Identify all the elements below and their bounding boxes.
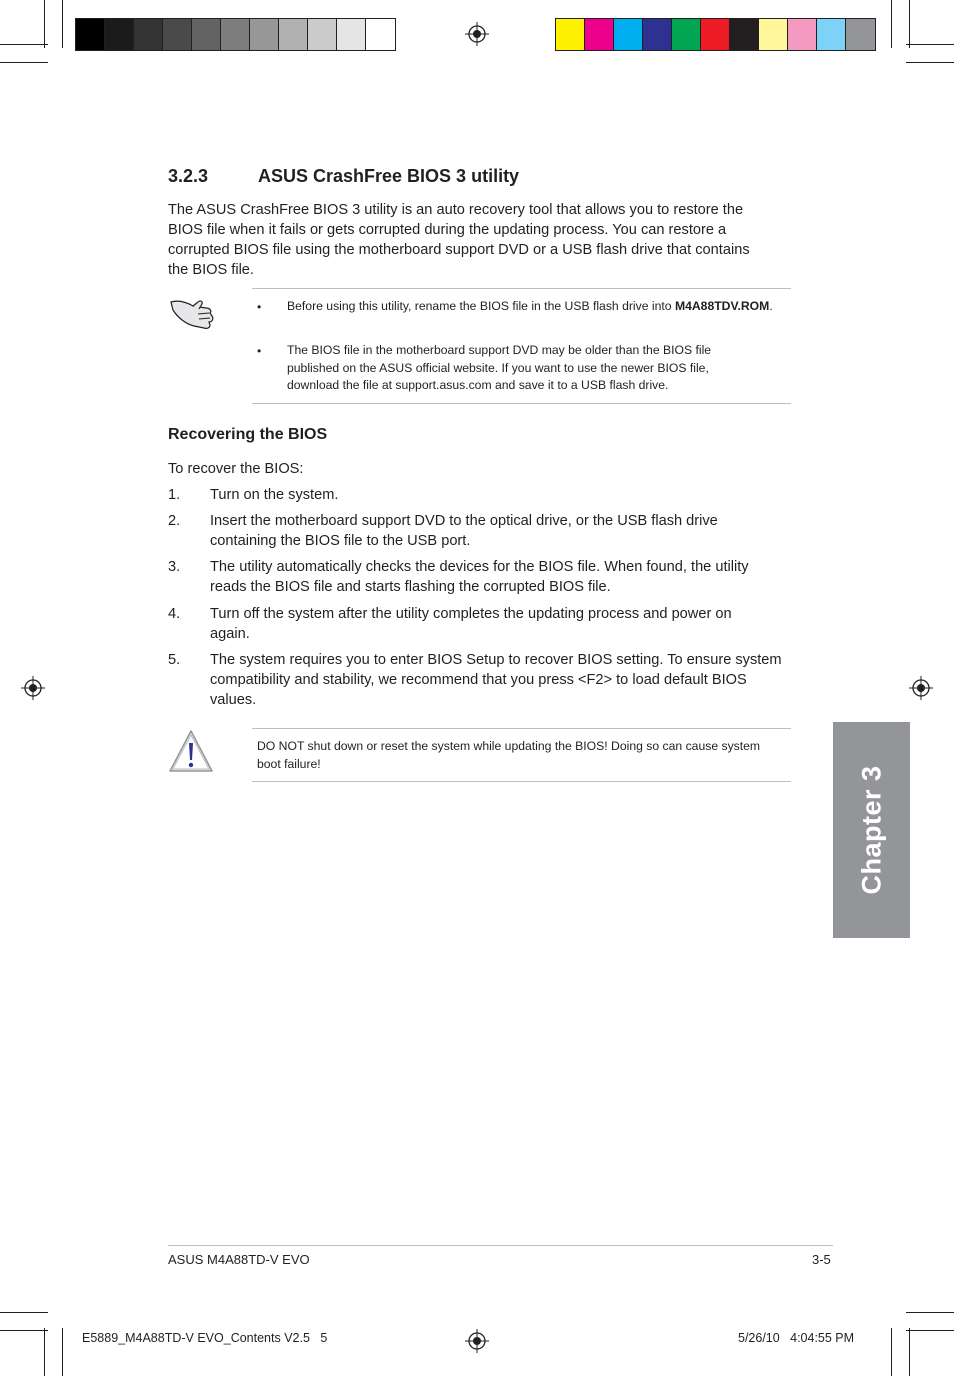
warning-triangle-icon xyxy=(168,729,214,773)
grayscale-swatch xyxy=(134,19,163,50)
color-swatch xyxy=(556,19,585,50)
color-swatch xyxy=(759,19,788,50)
color-swatch xyxy=(730,19,759,50)
note-bullet: • xyxy=(257,300,262,314)
color-swatch xyxy=(643,19,672,50)
color-swatch xyxy=(788,19,817,50)
grayscale-swatch xyxy=(105,19,134,50)
step-number: 4. xyxy=(168,606,181,622)
color-swatch xyxy=(585,19,614,50)
footer-page-number: 3-5 xyxy=(812,1252,831,1267)
step-number: 5. xyxy=(168,652,181,668)
step-text: Insert the motherboard support DVD to the optical drive, or the USB flash drive containing the BIOS file to the USB port. xyxy=(210,513,718,549)
grayscale-swatch xyxy=(192,19,221,50)
footer-product: ASUS M4A88TD-V EVO xyxy=(168,1252,310,1267)
note-bullet: • xyxy=(257,344,262,358)
subsection-heading: Recovering the BIOS xyxy=(168,426,328,443)
note-item-dvd: The BIOS file in the motherboard support DVD may be older than the BIOS file published on the ASUS official website. If you want to use the newer BIOS file, download the file at support.asus.com and save it to a USB flash drive. xyxy=(287,343,712,392)
registration-mark-icon xyxy=(465,22,489,46)
grayscale-swatch xyxy=(366,19,395,50)
registration-mark-icon xyxy=(465,1329,489,1353)
registration-mark-icon xyxy=(21,676,45,700)
grayscale-swatch xyxy=(337,19,366,50)
step-text: Turn off the system after the utility completes the updating process and power on again. xyxy=(210,606,732,642)
note-item-rename xyxy=(287,298,787,316)
step-text: The utility automatically checks the devices for the BIOS file. When found, the utility reads the BIOS file and starts flashing the corrupted BIOS file. xyxy=(210,559,749,595)
intro-paragraph: The ASUS CrashFree BIOS 3 utility is an auto recovery tool that allows you to restore the BIOS file when it fails or gets corrupted during the updating process. You can restore a corrupted BIOS file using the motherboard support DVD or a USB flash drive that contains the BIOS file. xyxy=(168,202,750,278)
footer-rule xyxy=(168,1245,833,1246)
chapter-tab xyxy=(833,722,910,938)
slug-timestamp: 5/26/10 4:04:55 PM xyxy=(738,1331,855,1345)
section-title-text: ASUS CrashFree BIOS 3 utility xyxy=(258,166,520,186)
process-color-bar xyxy=(555,18,876,51)
grayscale-swatch xyxy=(279,19,308,50)
grayscale-swatch xyxy=(221,19,250,50)
slug-filename: E5889_M4A88TD-V EVO_Contents V2.5 5 xyxy=(82,1331,328,1345)
grayscale-swatch xyxy=(308,19,337,50)
recover-lead: To recover the BIOS: xyxy=(168,461,304,477)
grayscale-color-bar xyxy=(75,18,396,51)
color-swatch xyxy=(701,19,730,50)
step-number: 1. xyxy=(168,487,181,503)
grayscale-swatch xyxy=(250,19,279,50)
step-text: Turn on the system. xyxy=(210,487,339,503)
registration-mark-icon xyxy=(909,676,933,700)
color-swatch xyxy=(846,19,875,50)
step-number: 3. xyxy=(168,559,181,575)
color-swatch xyxy=(817,19,846,50)
grayscale-swatch xyxy=(76,19,105,50)
section-title xyxy=(168,166,519,187)
chapter-tab-label: Chapter 3 xyxy=(856,765,886,895)
section-number: 3.2.3 xyxy=(168,166,209,186)
note-item-rename-text: Before using this utility, rename the BIOS file in the USB flash drive into xyxy=(287,299,675,313)
grayscale-swatch xyxy=(163,19,192,50)
bios-filename: M4A88TDV.ROM xyxy=(674,299,770,313)
color-swatch xyxy=(672,19,701,50)
note-item-rename-end: . xyxy=(769,299,773,313)
step-number: 2. xyxy=(168,513,181,529)
pointing-hand-icon xyxy=(168,292,218,332)
warning-text: DO NOT shut down or reset the system while updating the BIOS! Doing so can cause system boot failure! xyxy=(257,739,761,771)
step-text: The system requires you to enter BIOS Setup to recover BIOS setting. To ensure system compatibility and stability, we recommend that you press <F2> to load default BIOS values. xyxy=(210,652,782,708)
color-swatch xyxy=(614,19,643,50)
